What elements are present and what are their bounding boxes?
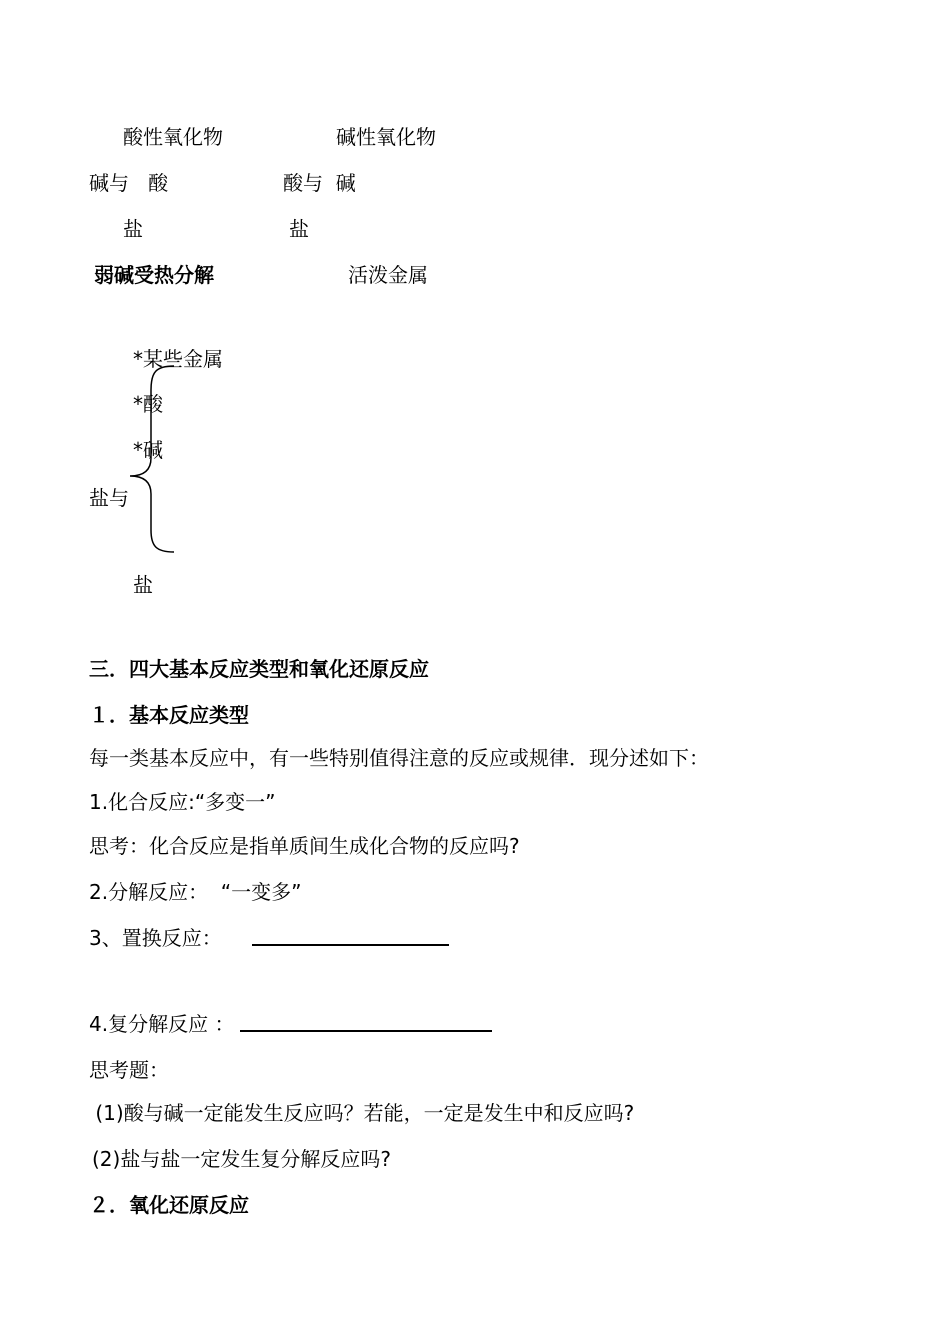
double-decomposition-blank[interactable] xyxy=(240,1030,492,1032)
think-question-1: 思考：化合反应是指单质间生成化合物的反应吗? xyxy=(89,834,520,858)
basic-oxide: 碱性氧化物 xyxy=(336,125,436,149)
salt-item-base: *碱 xyxy=(133,438,163,462)
acid-with-base: 酸与 碱 xyxy=(283,171,356,195)
salt-label: 盐与 xyxy=(89,486,129,510)
combination-reaction: 1.化合反应:“多变一” xyxy=(89,790,276,814)
replacement-reaction: 3、置换反应： xyxy=(89,926,222,950)
subheading-basic-types: １．基本反应类型 xyxy=(89,703,249,727)
question-2: (2)盐与盐一定发生复分解反应吗? xyxy=(92,1147,391,1171)
question-1: (1)酸与碱一定能发生反应吗？若能，一定是发生中和反应吗? xyxy=(89,1101,635,1125)
decomposition-reaction: 2.分解反应： “一变多” xyxy=(89,880,302,904)
acid-oxide: 酸性氧化物 xyxy=(123,125,223,149)
salt-item-salt: 盐 xyxy=(133,573,153,597)
think-title: 思考题： xyxy=(89,1058,169,1082)
weak-base-decomposition: 弱碱受热分解 xyxy=(94,263,214,287)
intro-text: 每一类基本反应中，有一些特别值得注意的反应或规律．现分述如下： xyxy=(89,746,709,770)
base-with-acid: 碱与 酸 xyxy=(89,171,169,195)
salt-right: 盐 xyxy=(289,217,309,241)
salt-item-acid: *酸 xyxy=(133,392,163,416)
salt-left: 盐 xyxy=(123,217,143,241)
replacement-blank[interactable] xyxy=(252,944,449,946)
section-heading: 三．四大基本反应类型和氧化还原反应 xyxy=(89,657,429,681)
double-decomposition-reaction: 4.复分解反应 ： xyxy=(89,1012,235,1036)
curly-brace-icon xyxy=(126,362,180,556)
salt-item-metal: *某些金属 xyxy=(133,347,223,371)
subheading-redox: ２．氧化还原反应 xyxy=(89,1193,249,1217)
active-metal: 活泼金属 xyxy=(348,263,428,287)
